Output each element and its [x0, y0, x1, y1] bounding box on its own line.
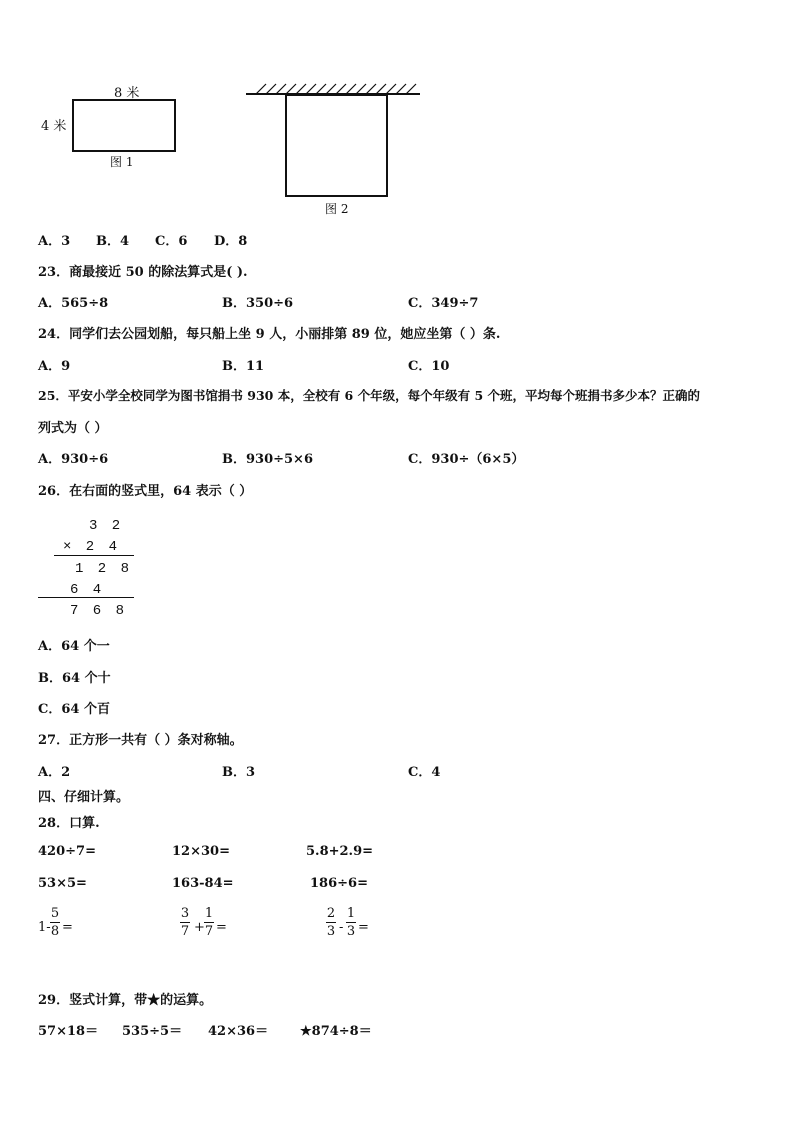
q26-stem: 26．在右面的竖式里，64 表示（ ） — [38, 484, 253, 499]
fig1-caption: 图 1 — [110, 155, 134, 169]
frac2-numerator-a: 3 — [180, 906, 190, 921]
q26-vertical-line2 — [38, 597, 134, 598]
q23-stem: 23．商最接近 50 的除法算式是( ). — [38, 265, 248, 280]
frac2-fraction-a — [180, 906, 190, 939]
q27-option-b: B．3 — [222, 765, 256, 780]
q29-stem: 29．竖式计算，带★的运算。 — [38, 993, 213, 1008]
q26-vertical-row5: 7 6 8 — [70, 603, 128, 619]
frac2-fraction-b — [204, 906, 214, 939]
frac1-lead: 1- — [38, 920, 51, 935]
frac3-equals: = — [358, 920, 369, 935]
q25-stem-line1: 25．平安小学全校同学为图书馆捐书 930 本，全校有 6 个年级，每个年级有 5 个班，平均每个班捐书多少本？正确的 — [38, 388, 700, 403]
q24-option-a: A．9 — [38, 359, 71, 374]
q24-option-b: B．11 — [222, 359, 265, 374]
section-heading: 四、仔细计算。 — [38, 790, 130, 805]
frac1-fraction — [50, 906, 60, 939]
q26-vertical-row3: 1 2 8 — [75, 561, 133, 577]
q26-option-b: B．64 个十 — [38, 671, 111, 686]
q26-vertical-line1 — [54, 555, 134, 556]
frac3-operator: - — [339, 920, 344, 935]
q25-option-b: B．930÷5×6 — [222, 452, 314, 467]
frac3-denominator-b: 3 — [346, 924, 356, 939]
q25-option-c: C．930÷（6×5） — [408, 452, 525, 467]
q28-item: 420÷7= — [38, 844, 96, 859]
q22-option-b: B．4 — [96, 234, 130, 249]
q28-item: 186÷6= — [310, 876, 368, 891]
q27-option-a: A．2 — [38, 765, 71, 780]
q26-vertical-row1: 3 2 — [89, 518, 124, 534]
frac2-equals: = — [216, 920, 227, 935]
frac1-equals: = — [62, 920, 73, 935]
q29-item: 535÷5＝ — [122, 1024, 183, 1039]
fig1-rectangle — [72, 99, 176, 152]
fig2-caption: 图 2 — [325, 202, 349, 216]
q28-item: 12×30= — [172, 844, 230, 859]
frac2-denominator-a: 7 — [180, 924, 190, 939]
frac3-numerator-a: 2 — [326, 906, 336, 921]
frac2-numerator-b: 1 — [204, 906, 214, 921]
q23-option-c: C．349÷7 — [408, 296, 479, 311]
q22-option-d: D．8 — [214, 234, 248, 249]
q27-stem: 27．正方形一共有（ ）条对称轴。 — [38, 733, 243, 748]
q25-option-a: A．930÷6 — [38, 452, 109, 467]
fig1-width-label: 8 米 — [114, 86, 140, 101]
q28-item: 53×5= — [38, 876, 87, 891]
q22-option-a: A．3 — [38, 234, 71, 249]
q26-vertical-row2: × 2 4 — [63, 539, 121, 555]
q28-item: 5.8+2.9= — [306, 844, 374, 859]
q26-option-a: A．64 个一 — [38, 639, 110, 654]
frac3-fraction-b — [346, 906, 356, 939]
q26-vertical-row4: 6 4 — [70, 582, 105, 598]
frac3-denominator-a: 3 — [326, 924, 336, 939]
q29-item: ★874÷8＝ — [300, 1024, 372, 1039]
q29-item: 42×36＝ — [208, 1024, 269, 1039]
frac2-operator: + — [194, 920, 205, 935]
frac1-numerator: 5 — [50, 906, 60, 921]
frac3-fraction-a — [326, 906, 336, 939]
q29-item: 57×18＝ — [38, 1024, 99, 1039]
q28-stem: 28．口算. — [38, 816, 100, 831]
q23-option-a: A．565÷8 — [38, 296, 109, 311]
frac2-denominator-b: 7 — [204, 924, 214, 939]
q27-option-c: C．4 — [408, 765, 441, 780]
frac3-numerator-b: 1 — [346, 906, 356, 921]
q25-stem-line2: 列式为（ ） — [38, 421, 108, 436]
fig1-height-label: 4 米 — [41, 119, 67, 134]
fig2-square — [285, 94, 388, 197]
q24-stem: 24．同学们去公园划船，每只船上坐 9 人，小丽排第 89 位，她应坐第（ ）条. — [38, 327, 501, 342]
q23-option-b: B．350÷6 — [222, 296, 294, 311]
frac1-denominator: 8 — [50, 924, 60, 939]
q22-option-c: C．6 — [155, 234, 188, 249]
q26-option-c: C．64 个百 — [38, 702, 110, 717]
q28-item: 163-84= — [172, 876, 234, 891]
q24-option-c: C．10 — [408, 359, 450, 374]
